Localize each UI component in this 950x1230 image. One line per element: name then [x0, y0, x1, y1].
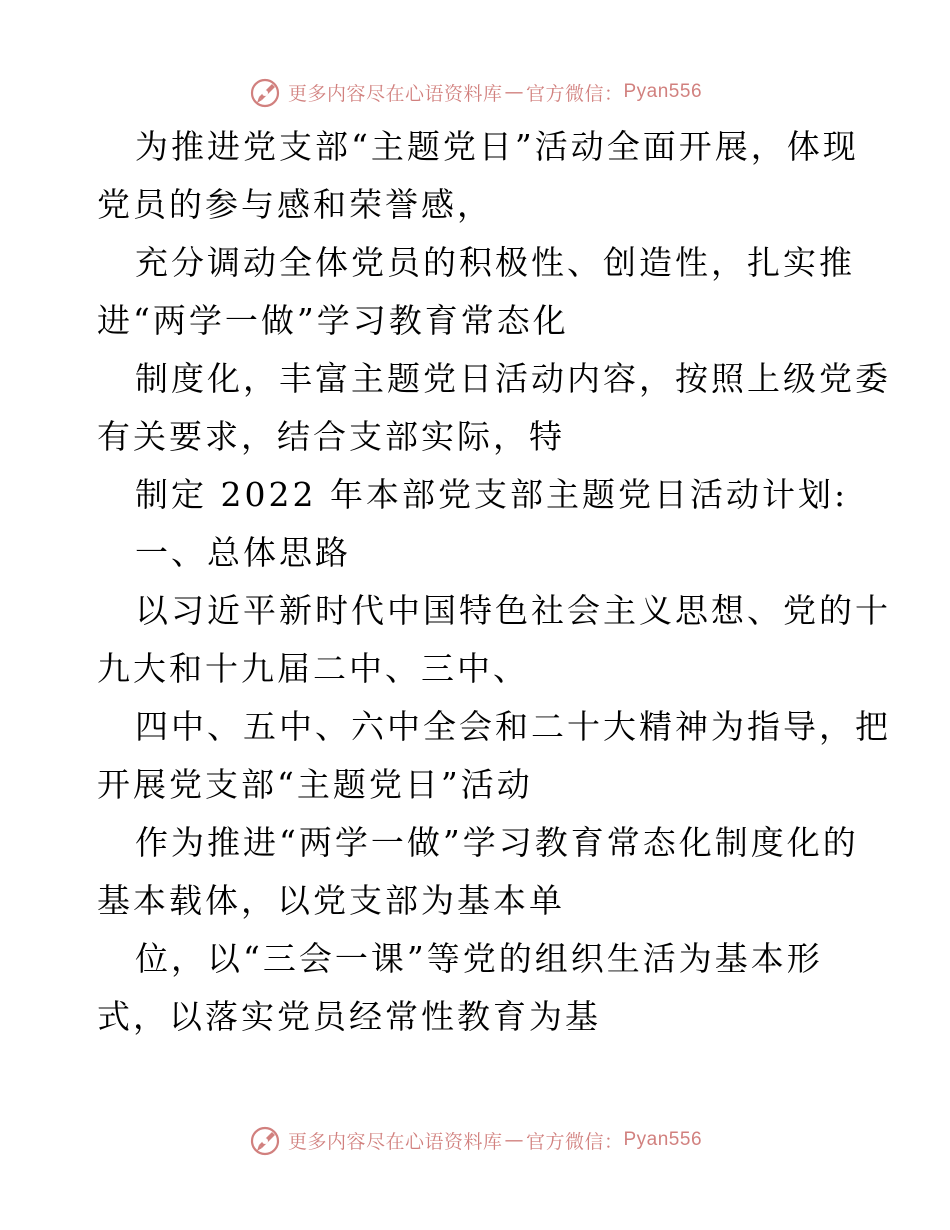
watermark-text: 更多内容尽在心语资料库 — [287, 1130, 503, 1153]
text-line: 充分调动全体党员的积极性、创造性，扎实推 — [135, 243, 855, 282]
footer-watermark — [0, 1120, 950, 1160]
text-line: 制定 2022 年本部党支部主题党日活动计划: — [135, 475, 849, 514]
text-line: 基本载体，以党支部为基本单 — [97, 881, 565, 920]
text-line: 有关要求，结合支部实际，特 — [97, 417, 565, 456]
text-line: 进“两学一做”学习教育常态化 — [97, 301, 569, 340]
watermark-text: 更多内容尽在心语资料库 — [287, 82, 503, 105]
header-watermark — [0, 72, 950, 112]
watermark-separator: — — [504, 81, 524, 103]
watermark-wechat-id: Pyan556 — [623, 81, 703, 102]
text-line: 四中、五中、六中全会和二十大精神为指导，把 — [135, 707, 891, 746]
text-line: 开展党支部“主题党日”活动 — [97, 765, 533, 804]
text-line: 党员的参与感和荣誉感， — [97, 185, 493, 224]
document-body — [97, 118, 891, 1046]
logo-icon — [248, 75, 282, 109]
text-line: 位，以“三会一课”等党的组织生活为基本形 — [135, 939, 823, 978]
text-line: 作为推进“两学一做”学习教育常态化制度化的 — [135, 823, 859, 862]
watermark-wechat-id: Pyan556 — [623, 1129, 703, 1150]
text-line: 制度化，丰富主题党日活动内容，按照上级党委 — [135, 359, 891, 398]
text-line: 为推进党支部“主题党日”活动全面开展，体现 — [135, 127, 859, 166]
watermark-wechat-label: 官方微信： — [525, 82, 624, 105]
watermark-separator: — — [504, 1129, 524, 1151]
watermark-wechat-label: 官方微信： — [525, 1130, 624, 1153]
text-line: 式，以落实党员经常性教育为基 — [97, 997, 601, 1036]
text-line: 一、总体思路 — [135, 533, 351, 572]
text-line: 以习近平新时代中国特色社会主义思想、党的十 — [135, 591, 891, 630]
text-line: 九大和十九届二中、三中、 — [97, 649, 529, 688]
logo-icon — [248, 1123, 282, 1157]
